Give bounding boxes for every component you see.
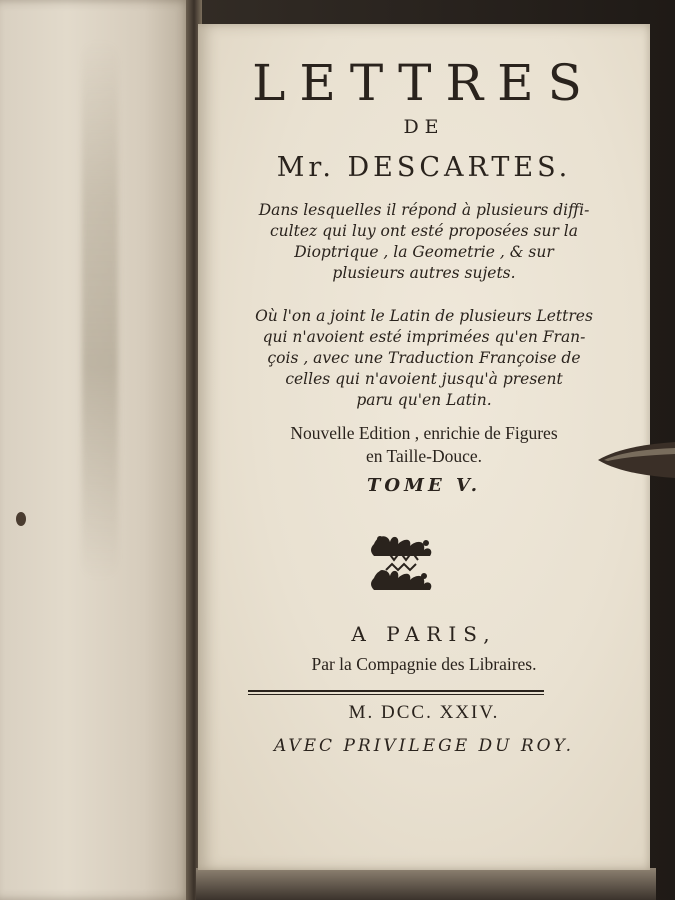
description-paragraph [222,200,626,284]
edition-statement [222,422,626,468]
publisher-line: Par la Compagnie des Libraires. [311,654,537,674]
author-name: Mr. DESCARTES. [276,152,572,183]
addition-line: qui n'avoient esté imprimées qu'en Fran- [262,328,586,346]
addition-line: Où l'on a joint le Latin de plusieurs Lettres [255,307,593,325]
fleuron-ornament [368,530,438,592]
cover-spot [16,512,26,526]
metal-page-clip [598,440,675,480]
addition-line: çois , avec une Traduction Françoise de [267,349,581,367]
title-connector: DE [403,116,445,138]
publication-year: M. DCC. XXIV. [348,702,500,723]
description-line: cultez qui luy ont esté proposées sur la [269,222,579,240]
title-page [198,24,650,870]
edition-line: en Taille-Douce. [365,446,483,466]
addition-paragraph [222,306,626,411]
royal-privilege: AVEC PRIVILEGE DU ROY. [273,736,575,756]
page-block-edge [196,868,656,900]
edition-line: Nouvelle Edition , enrichie de Figures [290,423,558,443]
publication-place: A PARIS, [351,622,497,646]
cover-stain [82,40,118,580]
description-line: plusieurs autres sujets. [332,264,516,282]
imprint-rule [248,690,544,692]
page-title: LETTRES [252,54,596,112]
description-line: Dans lesquelles il répond à plusieurs diffi- [258,201,590,219]
volume-number: TOME V. [366,475,482,496]
description-line: Dioptrique , la Geometrie , & sur [294,243,554,261]
book-front-cover [0,0,192,900]
imprint-rule-thin [248,694,544,695]
addition-line: celles qui n'avoient jusqu'à present [285,370,563,388]
addition-line: paru qu'en Latin. [356,391,492,409]
